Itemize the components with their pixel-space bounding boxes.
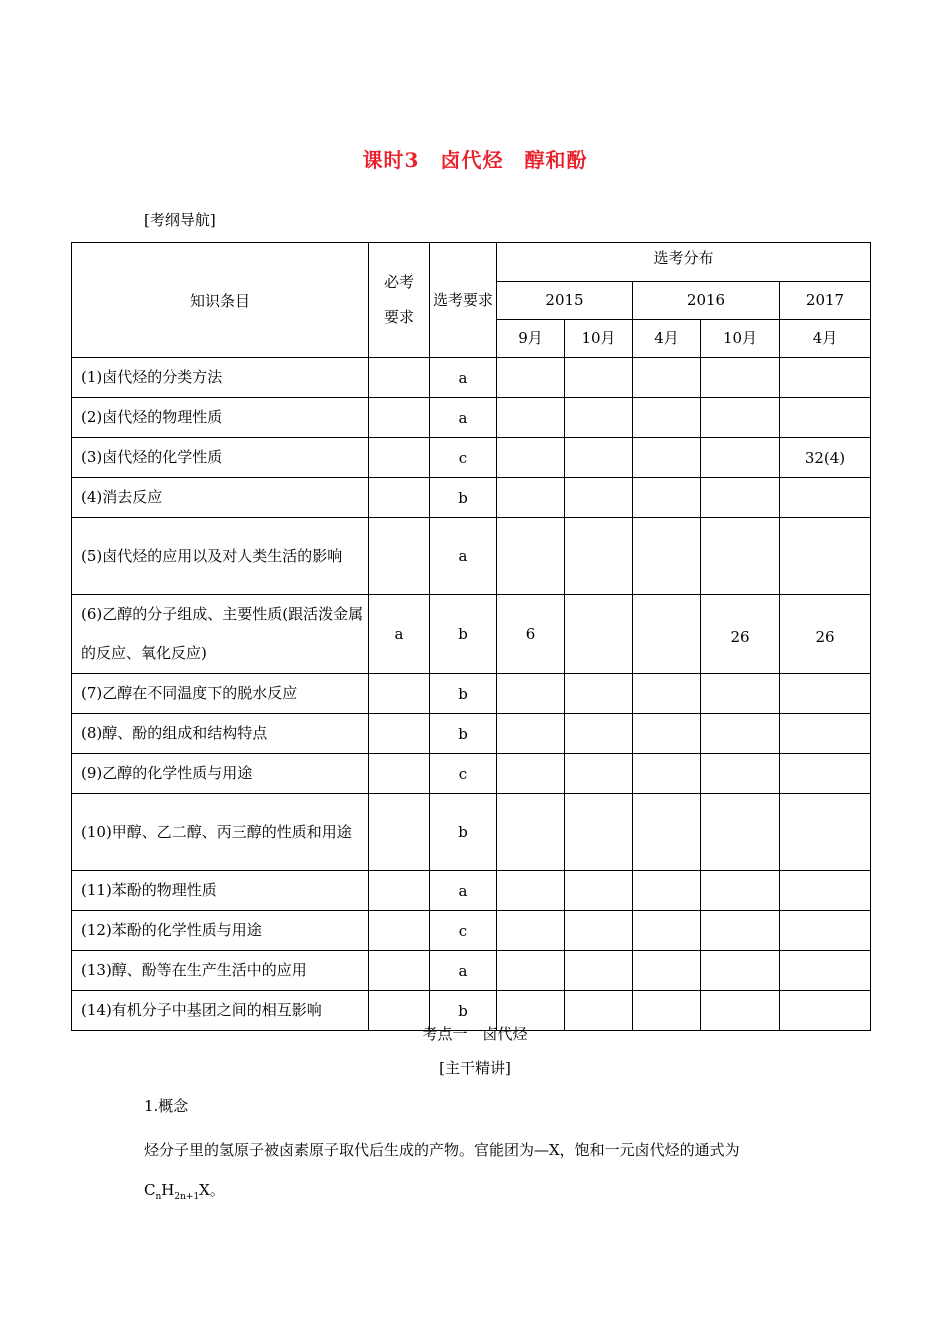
row-dist-cell	[701, 754, 780, 794]
header-year-2016: 2016	[633, 282, 780, 320]
table-row	[72, 911, 871, 951]
row-dist-cell	[497, 398, 565, 438]
subsection-title: [主干精讲]	[439, 1059, 511, 1077]
row-dist-cell	[780, 911, 871, 951]
row-dist-cell	[565, 871, 633, 911]
general-formula: $C_nH_{2n+1}X$。	[144, 1181, 225, 1202]
section-title: 考点一 卤代烃	[422, 1025, 528, 1043]
row-dist-cell	[701, 518, 780, 595]
row-required	[369, 438, 430, 478]
row-dist-cell	[565, 478, 633, 518]
row-dist-cell	[780, 794, 871, 871]
row-dist-cell: 6	[497, 595, 565, 674]
row-dist-cell	[497, 674, 565, 714]
header-month: 9月	[497, 320, 565, 358]
lesson-title: 课时3 卤代烃 醇和酚	[362, 148, 588, 172]
row-required	[369, 478, 430, 518]
row-dist-cell	[497, 478, 565, 518]
row-item: (4)消去反应	[72, 478, 369, 518]
row-dist-cell	[780, 871, 871, 911]
row-dist-cell	[701, 911, 780, 951]
row-dist-cell	[565, 398, 633, 438]
row-optional: b	[430, 478, 497, 518]
row-optional: a	[430, 398, 497, 438]
row-dist-cell	[565, 595, 633, 674]
syllabus-guide-label: [考纲导航]	[144, 211, 216, 229]
header-year-2015: 2015	[497, 282, 633, 320]
row-item: (12)苯酚的化学性质与用途	[72, 911, 369, 951]
table-row	[72, 518, 871, 595]
row-optional: c	[430, 754, 497, 794]
row-optional: a	[430, 951, 497, 991]
row-required	[369, 911, 430, 951]
header-distribution: 选考分布	[497, 243, 871, 282]
row-item: (10)甲醇、乙二醇、丙三醇的性质和用途	[72, 794, 369, 871]
table-row	[72, 951, 871, 991]
row-dist-cell: 32(4)	[780, 438, 871, 478]
row-optional: b	[430, 674, 497, 714]
row-required	[369, 518, 430, 595]
row-required: a	[369, 595, 430, 674]
table-row	[72, 438, 871, 478]
row-dist-cell	[701, 714, 780, 754]
row-dist-cell	[497, 714, 565, 754]
row-dist-cell	[565, 358, 633, 398]
row-optional: c	[430, 911, 497, 951]
table-row	[72, 398, 871, 438]
row-dist-cell	[701, 674, 780, 714]
row-optional: b	[430, 991, 497, 1031]
header-month: 4月	[633, 320, 701, 358]
row-optional: a	[430, 871, 497, 911]
table-row	[72, 794, 871, 871]
row-dist-cell	[780, 754, 871, 794]
header-knowledge-item: 知识条目	[72, 243, 369, 358]
table-row	[72, 871, 871, 911]
table-row	[72, 754, 871, 794]
row-dist-cell	[633, 794, 701, 871]
row-item: (6)乙醇的分子组成、主要性质(跟活泼金属的反应、氧化反应)	[72, 595, 369, 674]
table-row	[72, 478, 871, 518]
row-item: (1)卤代烃的分类方法	[72, 358, 369, 398]
row-optional: a	[430, 518, 497, 595]
row-item: (14)有机分子中基团之间的相互影响	[72, 991, 369, 1031]
row-dist-cell	[701, 871, 780, 911]
row-item: (7)乙醇在不同温度下的脱水反应	[72, 674, 369, 714]
header-month: 10月	[701, 320, 780, 358]
row-required	[369, 951, 430, 991]
row-dist-cell	[497, 911, 565, 951]
row-dist-cell	[780, 674, 871, 714]
row-item: (5)卤代烃的应用以及对人类生活的影响	[72, 518, 369, 595]
row-dist-cell	[565, 754, 633, 794]
table-row	[72, 714, 871, 754]
row-dist-cell	[633, 911, 701, 951]
row-optional: c	[430, 438, 497, 478]
row-dist-cell	[633, 518, 701, 595]
row-item: (9)乙醇的化学性质与用途	[72, 754, 369, 794]
row-dist-cell: 26	[701, 595, 780, 674]
row-dist-cell	[701, 951, 780, 991]
row-required	[369, 398, 430, 438]
header-month: 4月	[780, 320, 871, 358]
row-item: (2)卤代烃的物理性质	[72, 398, 369, 438]
header-month: 10月	[565, 320, 633, 358]
concept-text: 烃分子里的氢原子被卤素原子取代后生成的产物。官能团为—X，饱和一元卤代烃的通式为	[144, 1141, 740, 1159]
header-optional: 选考要求	[430, 243, 497, 358]
row-dist-cell	[701, 398, 780, 438]
row-dist-cell	[633, 714, 701, 754]
row-required	[369, 358, 430, 398]
row-dist-cell	[633, 754, 701, 794]
row-required	[369, 674, 430, 714]
row-required	[369, 754, 430, 794]
row-dist-cell	[701, 438, 780, 478]
row-dist-cell	[701, 358, 780, 398]
row-item: (3)卤代烃的化学性质	[72, 438, 369, 478]
table-row	[72, 358, 871, 398]
row-dist-cell	[701, 478, 780, 518]
row-dist-cell	[780, 714, 871, 754]
row-dist-cell	[565, 951, 633, 991]
header-required: 必考要求	[369, 243, 430, 358]
table-row	[72, 674, 871, 714]
row-dist-cell	[633, 478, 701, 518]
row-dist-cell	[780, 951, 871, 991]
row-dist-cell	[497, 951, 565, 991]
row-dist-cell	[633, 871, 701, 911]
row-dist-cell	[780, 478, 871, 518]
row-dist-cell	[497, 794, 565, 871]
row-dist-cell	[780, 398, 871, 438]
table-row	[72, 595, 871, 674]
row-optional: b	[430, 595, 497, 674]
syllabus-table	[71, 242, 871, 1031]
row-dist-cell	[780, 518, 871, 595]
row-dist-cell	[497, 438, 565, 478]
row-required	[369, 714, 430, 754]
row-dist-cell	[633, 951, 701, 991]
row-dist-cell	[633, 398, 701, 438]
concept-paragraph	[144, 1130, 824, 1217]
row-dist-cell	[780, 358, 871, 398]
row-dist-cell	[497, 358, 565, 398]
header-year-2017: 2017	[780, 282, 871, 320]
row-required	[369, 871, 430, 911]
row-dist-cell	[633, 595, 701, 674]
row-dist-cell	[565, 674, 633, 714]
concept-heading: 1.概念	[144, 1097, 189, 1115]
row-dist-cell: 26	[780, 595, 871, 674]
row-dist-cell	[497, 871, 565, 911]
row-optional: a	[430, 358, 497, 398]
row-dist-cell	[497, 518, 565, 595]
row-optional: b	[430, 714, 497, 754]
row-dist-cell	[565, 911, 633, 951]
row-item: (11)苯酚的物理性质	[72, 871, 369, 911]
row-dist-cell	[497, 754, 565, 794]
row-dist-cell	[565, 438, 633, 478]
row-dist-cell	[565, 714, 633, 754]
row-dist-cell	[565, 794, 633, 871]
row-required	[369, 794, 430, 871]
row-item: (8)醇、酚的组成和结构特点	[72, 714, 369, 754]
row-dist-cell	[701, 794, 780, 871]
row-dist-cell	[633, 674, 701, 714]
row-item: (13)醇、酚等在生产生活中的应用	[72, 951, 369, 991]
row-dist-cell	[633, 358, 701, 398]
row-dist-cell	[565, 518, 633, 595]
row-optional: b	[430, 794, 497, 871]
row-dist-cell	[633, 438, 701, 478]
